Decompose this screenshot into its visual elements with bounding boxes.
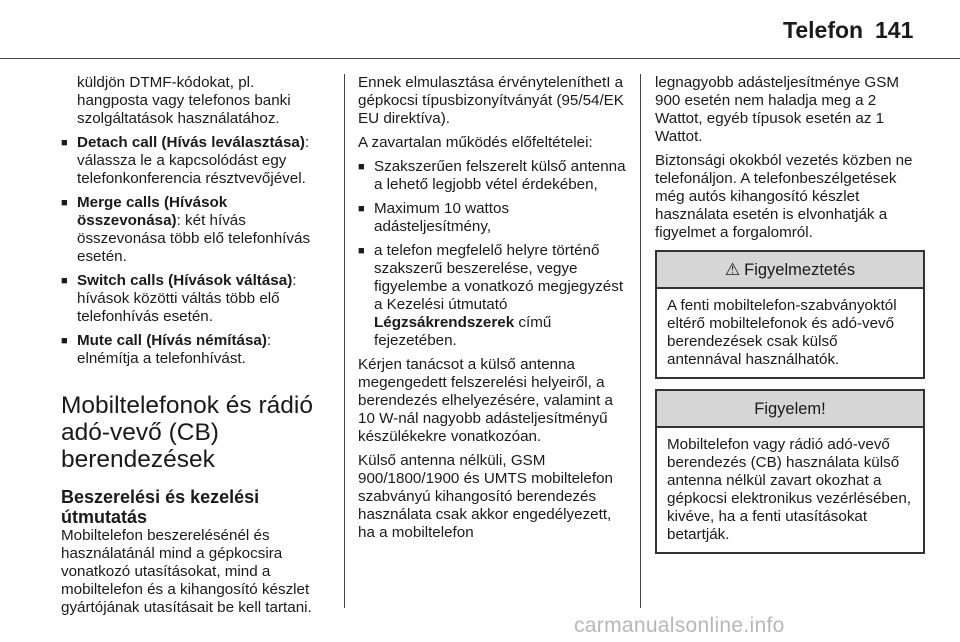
list-item-text: válassza le a kapcsolódást egy telefonkonferencia résztvevőjével. [77, 152, 306, 187]
column-divider-1 [344, 74, 345, 608]
list-item: ■ Maximum 10 wattos adásteljesítmény, [358, 200, 630, 236]
body-paragraph: Mobiltelefon beszerelésénél és használatánál mind a gépkocsira vonatkozó utasításokat, mind a mobiltelefon és a kihangosító készlet gyártójának utasításait be kell tartani. [61, 527, 312, 616]
cross-reference: Légzsákrendszerek [374, 314, 515, 331]
list-item-text: hívások közötti váltás több elő telefonhívás esetén. [77, 290, 280, 325]
list-item-text: a telefon megfelelő helyre történő szakszerű beszerelése, vegye figyelembe a vonatkozó megjegyzést a Kezelési útmutató [374, 242, 624, 313]
warning-triangle-icon: ⚠ [724, 259, 741, 279]
body-paragraph: Külső antenna nélküli, GSM 900/1800/1900 és UMTS mobiltelefon szabványú kihangosító berendezés használata csak akkor engedélyezett, ha a mobiltelefon [358, 452, 613, 541]
list-item-term: Merge calls (Hívások összevonása) [77, 194, 228, 229]
section-heading: Mobiltelefonok és rádió adó-vevő (CB) berendezések [61, 392, 313, 473]
body-paragraph: A zavartalan működés előfeltételei: [358, 134, 593, 151]
list-item-detach-call [61, 134, 333, 188]
body-paragraph: Ennek elmulasztása érvényteleníthetI a gépkocsi típusbizonyítványát (95/54/EK EU direktíva). [358, 74, 624, 127]
warning-box [655, 250, 925, 379]
list-item-after-term: : [304, 134, 310, 151]
notice-text: Mobiltelefon vagy rádió adó-vevő berendezés (CB) használata külső antenna nélkül zavart okozhat a gépkocsi elektronikus vezérlésében, kivéve, ha a fenti utasításokat betartják. [667, 436, 911, 543]
body-paragraph: Kérjen tanácsot a külső antenna megengedett felszerelési helyeiről, a berendezés elhelyezésére, valamint a 10 W-nál nagyobb adásteljesítményű készülékekre vonatkozóan. [358, 356, 613, 445]
list-item-after-term: : [292, 272, 297, 289]
list-item-text: című fejezetében. [374, 314, 552, 349]
list-item-mute-call [61, 332, 333, 368]
subsection-heading: Beszerelési és kezelési útmutatás [61, 487, 260, 527]
list-item-switch-calls [61, 272, 333, 326]
list-item-after-term: : [266, 332, 272, 349]
page-title: Telefon [783, 17, 864, 43]
header-divider [0, 58, 960, 59]
list-item-term: Mute call (Hívás némítása) [77, 332, 267, 349]
notice-box [655, 389, 925, 554]
list-item-merge-calls [61, 194, 333, 266]
watermark: carmanualsonline.info [574, 614, 785, 637]
list-item: ■ Szakszerűen felszerelt külső antenna a lehető legjobb vétel érdekében, [358, 158, 630, 194]
body-paragraph: Biztonsági okokból vezetés közben ne telefonáljon. A telefonbeszélgetések még autós kihangosító készlet használata esetén is elvonhatják a figyelmet a forgalomról. [655, 152, 913, 241]
notice-title: Figyelem! [754, 399, 826, 418]
warning-header [657, 252, 923, 289]
page-header [0, 0, 960, 58]
notice-header [657, 391, 923, 428]
list-item-text: összevonása több elő telefonhívás esetén. [77, 230, 311, 265]
list-item [358, 242, 630, 350]
intro-text [61, 74, 333, 128]
list-item-term: Detach call (Hívás leválasztása) [77, 134, 305, 151]
list-item-text: elnémítja a telefonhívást. [77, 350, 246, 367]
intro-line: szolgáltatások használatához. [77, 110, 280, 127]
intro-line: küldjön DTMF-kódokat, pl. [77, 74, 255, 91]
list-item-term: Switch calls (Hívások váltása) [77, 272, 293, 289]
intro-line: hangposta vagy telefonos banki [77, 92, 291, 109]
column-3 [655, 74, 925, 564]
list-item-after-term: : két hívás [176, 212, 246, 229]
body-paragraph: legnagyobb adásteljesítménye GSM 900 esetén nem haladja meg a 2 Wattot, egyéb típusok esetén az 1 Wattot. [655, 74, 899, 145]
column-divider-2 [640, 74, 641, 608]
column-1 [61, 74, 333, 623]
warning-title: Figyelmeztetés [744, 260, 856, 279]
page-number: 141 [875, 17, 914, 43]
warning-text: A fenti mobiltelefon-szabványoktól eltérő mobiltelefonok és adó-vevő berendezések csak külső antennával használhatók. [667, 297, 897, 368]
column-2 [358, 74, 630, 548]
